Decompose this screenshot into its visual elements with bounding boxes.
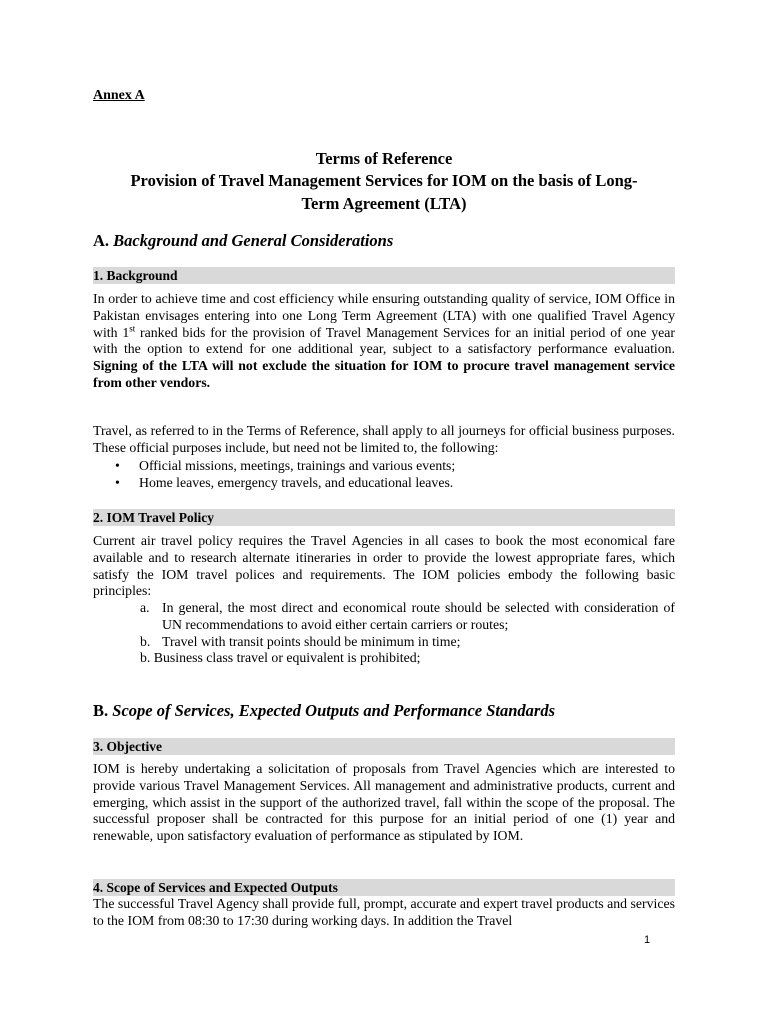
title-main: Terms of Reference — [315, 149, 453, 168]
background-paragraph-2: Travel, as referred to in the Terms of Reference, shall apply to all journeys for official business purposes. These official purposes include, but need not be limited to, the following: — [93, 423, 675, 455]
list-marker: b. — [140, 633, 151, 649]
section-b-letter: B. — [93, 701, 109, 720]
background-p1-bold: Signing of the LTA will not exclude the situation for IOM to procure travel management service from other vendors. — [93, 358, 675, 390]
background-paragraph-1 — [93, 291, 675, 392]
bullet-icon: • — [115, 475, 120, 490]
list-item — [93, 600, 675, 634]
section-a-title: Background and General Considerations — [113, 231, 394, 250]
bullet-text: Official missions, meetings, trainings and various events; — [139, 458, 456, 473]
background-p1-sup: st — [129, 323, 136, 333]
section-b-title: Scope of Services, Expected Outputs and Performance Standards — [112, 701, 556, 720]
background-bullet-list — [93, 457, 675, 491]
title-sub-line2: Term Agreement (LTA) — [301, 194, 467, 213]
section-b-heading — [93, 701, 555, 721]
background-p1-part2: ranked bids for the provision of Travel Management Services for an initial period of one year with the option to extend for one additional year, subject to a satisfactory performance evaluation. — [93, 324, 675, 357]
section-a-letter: A. — [93, 231, 110, 250]
list-item — [93, 457, 675, 474]
travel-policy-heading: 2. IOM Travel Policy — [93, 509, 675, 526]
section-a-heading — [93, 231, 393, 251]
background-p1-part1: In order to achieve time and cost efficiency while ensuring outstanding quality of service, IOM Office in Pakistan envisages entering into one Long Term Agreement (LTA) with one qualified Travel Agency with 1 — [93, 291, 675, 340]
document-page — [93, 0, 675, 1024]
bullet-text: Home leaves, emergency travels, and educational leaves. — [139, 475, 454, 490]
bullet-icon: • — [115, 458, 120, 473]
scope-paragraph: The successful Travel Agency shall provide full, prompt, accurate and expert travel products and services to the IOM from 08:30 to 17:30 during working days. In addition the Travel — [93, 896, 675, 928]
list-item — [93, 474, 675, 491]
background-heading: 1. Background — [93, 267, 675, 284]
list-item: b. Business class travel or equivalent is prohibited; — [140, 650, 421, 666]
page-number: 1 — [644, 934, 651, 946]
travel-policy-paragraph: Current air travel policy requires the Travel Agencies in all cases to book the most economical fare available and to research alternate itineraries in order to provide the lowest appropriate fares, which satisfy the IOM travel polices and requirements. The IOM policies embody the following basic principles: — [93, 533, 675, 599]
travel-policy-list — [93, 600, 675, 667]
scope-heading: 4. Scope of Services and Expected Outputs — [93, 879, 675, 896]
document-title — [93, 148, 675, 215]
objective-paragraph: IOM is hereby undertaking a solicitation of proposals from Travel Agencies which are interested to provide various Travel Management Services. All management and administrative products, current and emerging, which assist in the support of the authorized travel, fall within the scope of the proposal. The successful proposer shall be contracted for this purpose for an initial period of one (1) year and renewable, upon satisfactory evaluation of performance as stipulated by IOM. — [93, 761, 675, 844]
title-sub-line1: Provision of Travel Management Services for IOM on the basis of Long- — [130, 171, 638, 190]
objective-heading: 3. Objective — [93, 738, 675, 755]
list-text: Travel with transit points should be minimum in time; — [162, 633, 461, 649]
list-text: In general, the most direct and economical route should be selected with consideration of UN recommendations to avoid either certain carriers or routes; — [162, 600, 675, 632]
annex-label: Annex A — [93, 88, 145, 103]
list-item — [93, 634, 675, 651]
list-marker: a. — [140, 600, 150, 615]
